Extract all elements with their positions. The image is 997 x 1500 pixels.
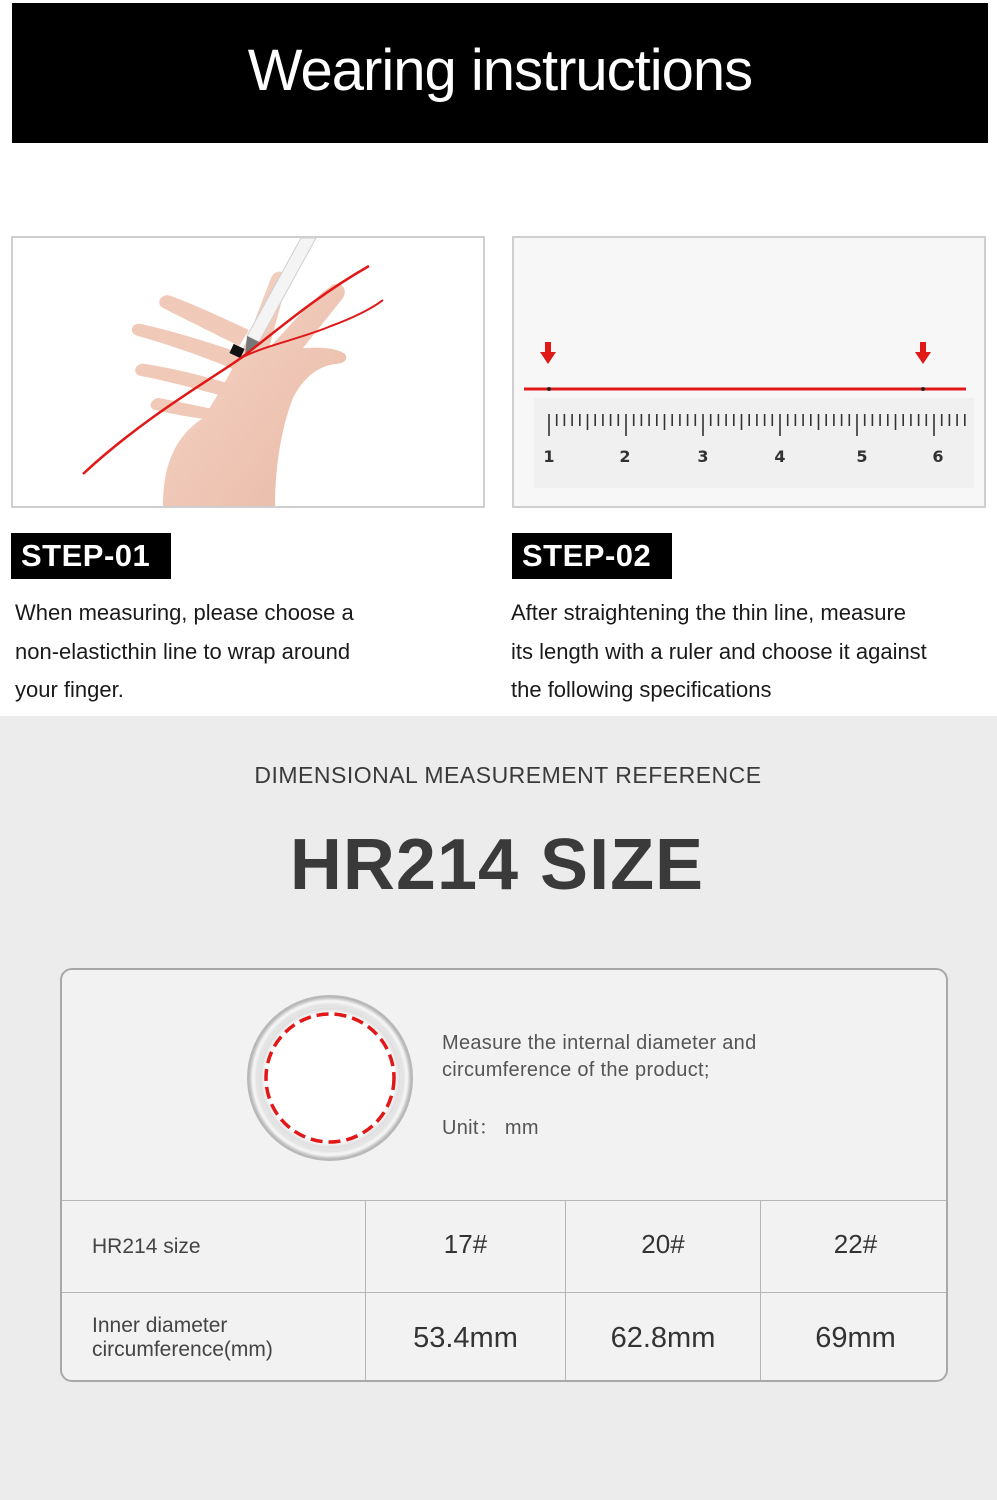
table-row: [62, 1201, 948, 1293]
row-header: [62, 1201, 366, 1293]
ring-icon: [246, 994, 414, 1162]
ruler-number: 6: [932, 447, 944, 466]
measure-note-line1: Measure the internal diameter and: [442, 1032, 757, 1054]
size-card: [60, 968, 948, 1382]
size-cell: 22#: [761, 1201, 949, 1293]
circ-label-line2: circumference(mm): [92, 1338, 273, 1361]
hand-wrap-illustration: [13, 238, 483, 506]
ruler-illustration: [514, 238, 984, 506]
step-02-description: [511, 594, 981, 710]
text-line: When measuring, please choose a: [15, 600, 354, 625]
header-banner: [12, 3, 988, 143]
circumference-cell: 62.8mm: [566, 1293, 761, 1383]
step-02-label: STEP-02: [512, 533, 672, 579]
ruler-number: 4: [774, 447, 786, 466]
ruler-number: 1: [543, 447, 555, 466]
ruler-number: 5: [856, 447, 868, 466]
measure-note-line2: circumference of the product;: [442, 1059, 710, 1081]
step2-illustration: [512, 236, 986, 508]
size-row-label: HR214 size: [92, 1234, 201, 1258]
size-reference-section: [0, 716, 997, 1500]
text-line: non-elasticthin line to wrap around: [15, 638, 351, 664]
ruler-number: 2: [619, 447, 631, 466]
table-row: [62, 1293, 948, 1383]
size-cell: 20#: [566, 1201, 761, 1293]
step-01-label: STEP-01: [11, 533, 171, 579]
text-line: your finger.: [15, 677, 124, 702]
ruler-number: 3: [697, 447, 709, 466]
right-arrow-icon: [915, 342, 931, 364]
circumference-cell: 53.4mm: [366, 1293, 566, 1383]
text-line: After straightening the thin line, measure: [511, 600, 907, 625]
step-01-description: [15, 594, 415, 710]
text-line: the following specifications: [511, 677, 772, 702]
step1-illustration: [11, 236, 485, 508]
row-header: [62, 1293, 366, 1383]
circumference-cell: 69mm: [761, 1293, 949, 1383]
page-title: Wearing instructions: [247, 37, 753, 103]
reference-subtitle: DIMENSIONAL MEASUREMENT REFERENCE: [254, 762, 762, 788]
left-arrow-icon: [540, 342, 556, 364]
circ-label-line1: Inner diameter: [92, 1314, 228, 1337]
text-line: its length with a ruler and choose it against: [511, 638, 927, 664]
unit-label: Unit： mm: [442, 1117, 539, 1139]
size-title: HR214 SIZE: [289, 825, 705, 905]
size-cell: 17#: [366, 1201, 566, 1293]
size-table: [62, 1200, 948, 1382]
